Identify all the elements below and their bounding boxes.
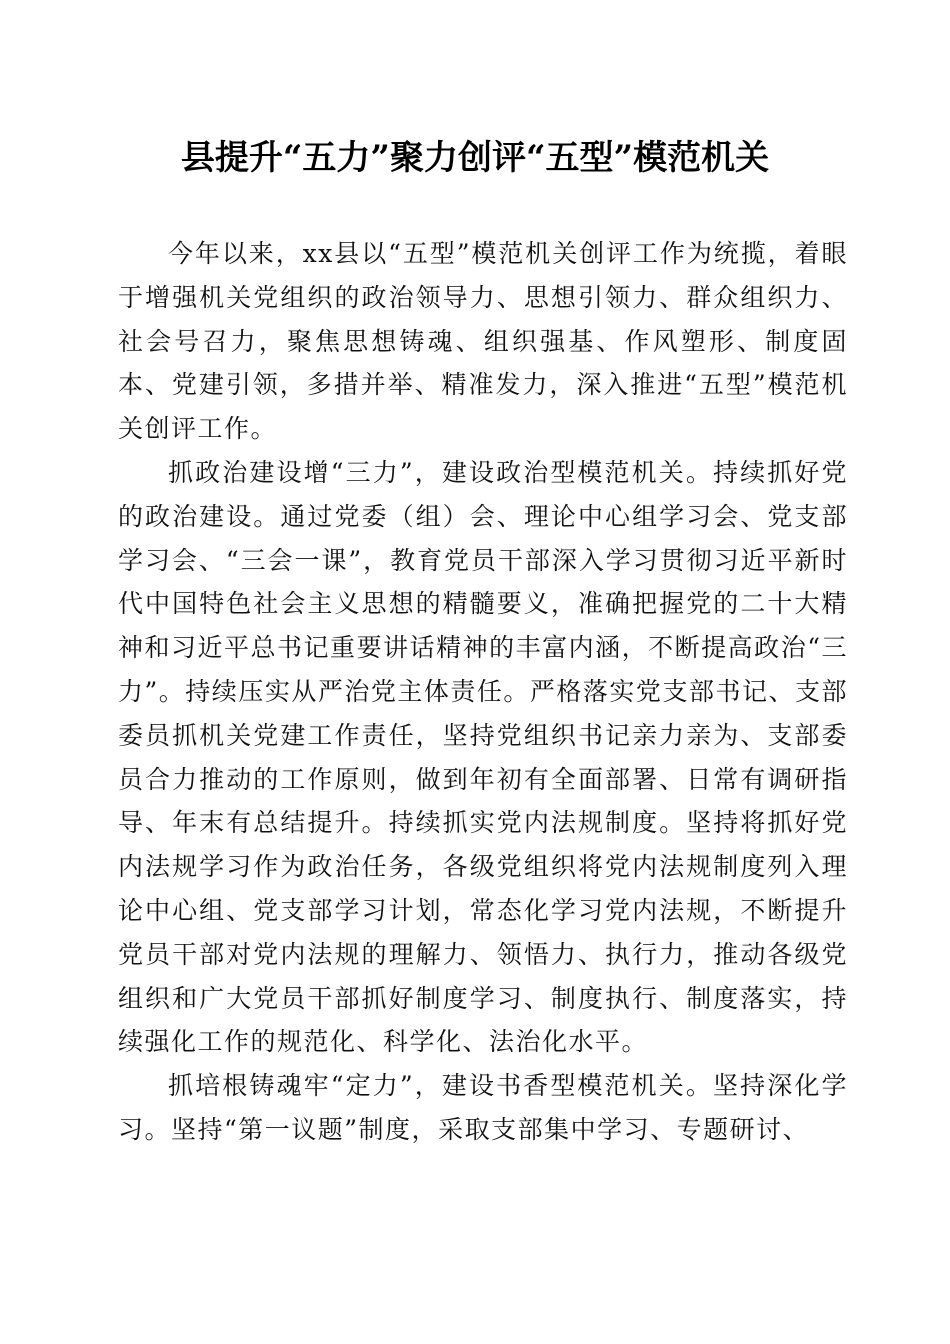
- paragraph-political-building: 抓政治建设增“三力”，建设政治型模范机关。持续抓好党的政治建设。通过党委（组）会、理论中心组学习会、党支部学习会、“三会一课”，教育党员干部深入学习贯彻习近平新时代中国特色社会主义思想的精髓要义，准确把握党的二十大精神和习近平总书记重要讲话精神的丰富内涵，不断提高政治“三力”。持续压实从严治党主体责任。严格落实党支部书记、支部委员抓机关党建工作责任，坚持党组织书记亲力亲为、支部委员合力推动的工作原则，做到年初有全面部署、日常有调研指导、年末有总结提升。持续抓实党内法规制度。坚持将抓好党内法规学习作为政治任务，各级党组织将党内法规制度列入理论中心组、党支部学习计划，常态化学习党内法规，不断提升党员干部对党内法规的理解力、领悟力、执行力，推动各级党组织和广大党员干部抓好制度学习、制度执行、制度落实，持续强化工作的规范化、科学化、法治化水平。: [118, 457, 848, 1057]
- paragraph-intro: 今年以来，xx县以“五型”模范机关创评工作为统揽，着眼于增强机关党组织的政治领导力、思想引领力、群众组织力、社会号召力，聚焦思想铸魂、组织强基、作风塑形、制度固本、党建引领，多措并举、精准发力，深入推进“五型”模范机关创评工作。: [118, 239, 848, 444]
- paragraph-learning-building: 抓培根铸魂牢“定力”，建设书香型模范机关。坚持深化学习。坚持“第一议题”制度，采取支部集中学习、专题研讨、: [118, 1071, 848, 1144]
- document-title: 县提升“五力”聚力创评“五型”模范机关: [180, 138, 770, 178]
- document-body: [118, 232, 848, 1152]
